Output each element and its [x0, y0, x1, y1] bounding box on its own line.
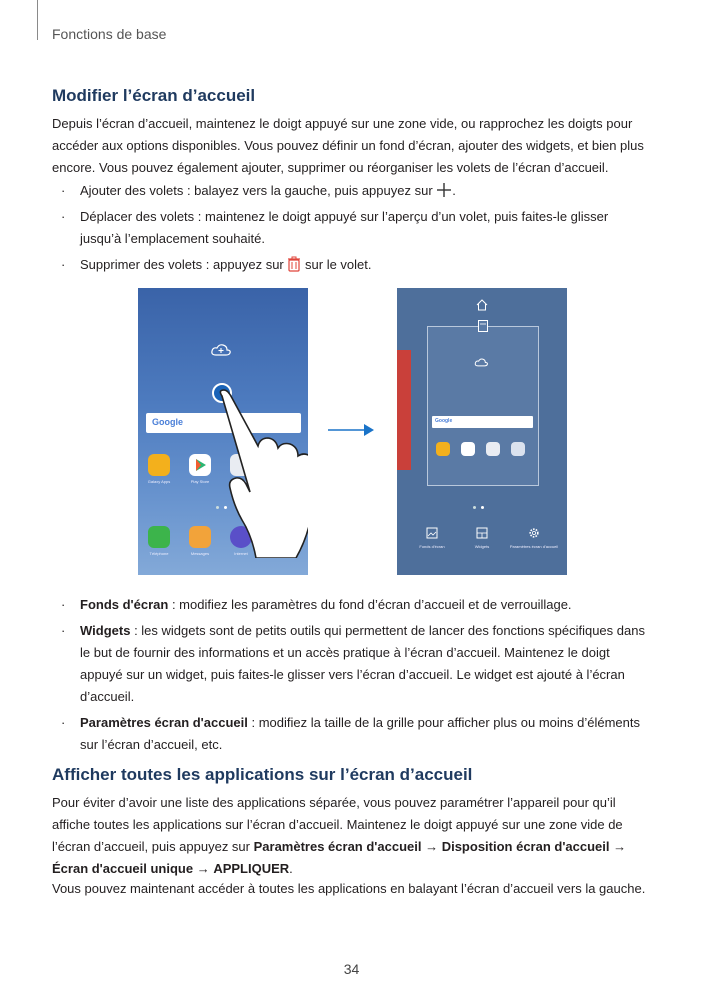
- app-preview: [511, 442, 525, 456]
- arrow-right-icon: [326, 418, 376, 442]
- section-title-modify-home: Modifier l’écran d’accueil: [52, 86, 256, 105]
- header-rule: [37, 0, 38, 40]
- app-label: Messages: [190, 551, 210, 556]
- option-home-settings: · Paramètres écran d'accueil : modifiez la taille de la grille pour afficher plus ou moins d’éléments sur l’écran d’accueil, etc.: [61, 715, 640, 752]
- play-store-icon[interactable]: [189, 454, 211, 476]
- phone-app-icon[interactable]: [148, 526, 170, 548]
- section-title-show-all-apps: Afficher toutes les applications sur l’écran d’accueil: [52, 765, 473, 784]
- cloud-add-icon-small: [474, 357, 490, 368]
- menu-widgets[interactable]: Widgets: [459, 526, 505, 549]
- option-wallpapers: · Fonds d'écran : modifiez les paramètres du fond d’écran d’accueil et de verrouillage.: [61, 597, 572, 612]
- app-label: Play Store: [190, 479, 210, 484]
- panel-preview[interactable]: [427, 326, 539, 486]
- trash-icon: [287, 256, 301, 272]
- bullet-add-panel: · Ajouter des volets : balayez vers la gauche, puis appuyez sur .: [61, 183, 456, 198]
- running-header: Fonctions de base: [52, 26, 167, 42]
- cloud-add-icon: [210, 342, 234, 358]
- swipe-paragraph: Vous pouvez maintenant accéder à toutes les applications en balayant l’écran d’accueil vers la gauche.: [52, 881, 646, 896]
- menu-home-settings[interactable]: Paramètres écran d'accueil: [509, 526, 559, 549]
- galaxy-apps-icon[interactable]: [148, 454, 170, 476]
- search-bar-preview: Google: [432, 416, 533, 428]
- intro-paragraph: Depuis l’écran d’accueil, maintenez le doigt appuyé sur une zone vide, ou rapprochez les doigts pour accéder aux options disponibles. Vous pouvez définir un fond d’écran, ajouter des widgets, et bien plus encore. Vous pouvez également ajouter, supprimer ou réorganiser les volets de l’écran d’accueil.: [52, 116, 644, 175]
- edit-options-list: [52, 594, 652, 760]
- panel-actions-list: [52, 180, 652, 280]
- all-apps-paragraph: Pour éviter d’avoir une liste des applications séparée, vous pouvez paramétrer l’appareil pour qu’il affiche toutes les applications sur l’écran d’accueil. Maintenez le doigt appuyé sur une zone vide de l’écran d’accueil, puis appuyez sur Paramètres écran d'accueil → Disposition écran d'accueil → Écran d'accueil unique → APPLIQUER.: [52, 795, 627, 876]
- gear-icon: [528, 527, 540, 539]
- option-widgets: · Widgets : les widgets sont de petits outils qui permettent de lancer des fonctions spécifiques dans le but de fournir des informations et un accès pratique à l’écran d’accueil. Maintenez le doigt appuyé sur un widget, puis faites-le glisser vers l’écran d’accueil. Le widget est ajouté à l’écran d’accueil.: [61, 623, 645, 704]
- page-number: 34: [343, 961, 360, 977]
- hand-gesture-icon: [216, 388, 308, 558]
- app-label: Galaxy Apps: [147, 479, 171, 484]
- search-label: Google: [152, 417, 183, 427]
- bullet-move-panel: · Déplacer des volets : maintenez le doigt appuyé sur l’aperçu d’un volet, puis faites-le glisser jusqu’à l’emplacement souhaité.: [61, 209, 609, 246]
- edit-mode-illustration: [397, 288, 567, 575]
- app-preview: [461, 442, 475, 456]
- home-screen-illustration: [138, 288, 308, 575]
- plus-icon: [436, 182, 452, 198]
- home-icon: [476, 299, 488, 311]
- page-icon: [478, 320, 488, 332]
- bullet-delete-panel: · Supprimer des volets : appuyez sur sur le volet.: [61, 257, 372, 272]
- messages-app-icon[interactable]: [189, 526, 211, 548]
- wallpaper-icon: [426, 527, 438, 539]
- menu-wallpapers[interactable]: Fonds d'écran: [409, 526, 455, 549]
- app-label: Téléphone: [149, 551, 169, 556]
- app-label: Internet: [234, 551, 248, 556]
- app-preview: [486, 442, 500, 456]
- widgets-icon: [476, 527, 488, 539]
- app-preview: [436, 442, 450, 456]
- prev-panel-preview[interactable]: [397, 350, 411, 470]
- panel-page-indicator: [473, 506, 487, 509]
